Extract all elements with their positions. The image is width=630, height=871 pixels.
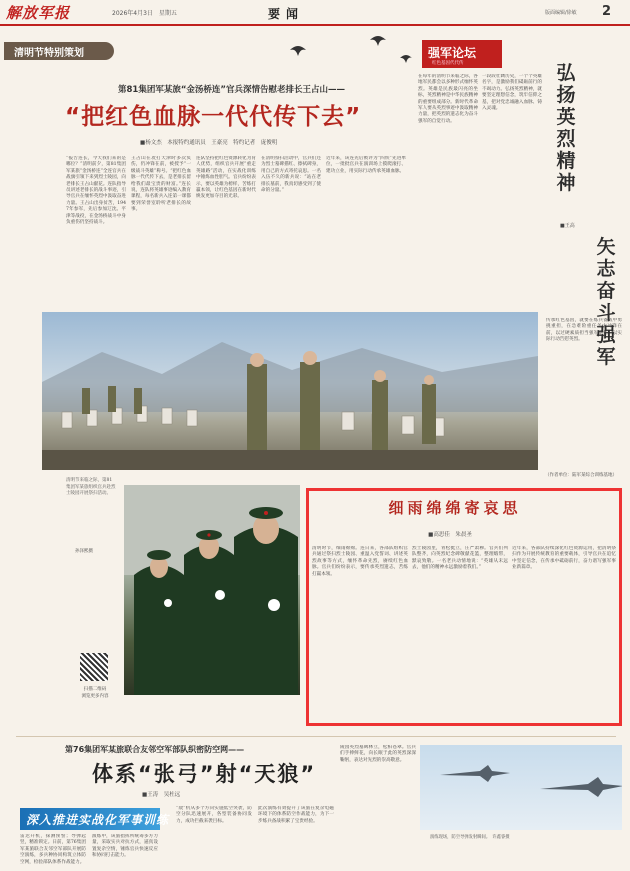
newspaper-logo: 解放军报 xyxy=(6,4,71,22)
article1-column-2: 王占山在攻打天津时多次负伤，仍冲锋在前，被授予“一级战斗英雄”称号。“把红色血脉一代代传下去，是老排长留给我们最宝贵的财富。”连长说，连队将英雄事迹编入教育课程，每名新兵入连第一课都要到荣誉室聆听老排长的故事。 xyxy=(131,156,191,213)
article2-column-2: 烈士陵园里，青松挺立，庄严肃穆。官兵们列队整齐，向英烈纪念碑敬献花篮，整理缎带，默哀致敬。一名老兵动情地说：“英雄从未远去，他们的精神永远激励着我们。” xyxy=(412,546,508,571)
qr-label-main: 扫描二维码 xyxy=(83,687,107,692)
article1-column-5: 近年来，该连先后被评为“四铁”先进单位，一批批官兵在演训场上摸爬滚打、建功立业，用实际行动传承英雄血脉。 xyxy=(326,156,406,174)
training-banner-text: 深入推进实战化军事训练 xyxy=(26,813,170,827)
article1-byline: ■杨文杰 本报特约通讯员 王豪亮 特约记者 庞俊明 xyxy=(140,140,278,146)
article3-byline: ■王涛 吴杜远 xyxy=(142,792,181,798)
issue-date: 2026年4月3日 星期五 xyxy=(112,10,177,17)
article1-column-3: 连队坚持把红色资源转化为育人优势，组织官兵开展“重走英雄路”活动，在实战化训练中锤炼血性胆气。官兵纷纷表示，要以英雄为榜样，苦练打赢本领，让红色基因在新时代焕发更加夺目的光彩。 xyxy=(196,156,256,200)
qr-label xyxy=(70,686,120,700)
article1-column-4: 在清明祭扫活动中，官兵们还为烈士墓碑描红、擦拭碑身，用自己的方式寄托哀思。一名入伍不久的新兵说：“站在老排长墓前，我真切感受到了使命的分量。” xyxy=(261,156,321,194)
column-author: ■王高 xyxy=(560,223,575,229)
section-title: 要闻 xyxy=(268,7,305,21)
special-feature-label: 清明节特别策划 xyxy=(14,48,84,59)
masthead xyxy=(0,0,630,26)
article1-kicker: 第81集团军某旅“金汤桥连”官兵深情告慰老排长王占山—— xyxy=(118,85,346,95)
article1-headline: “把红色血脉一代代传下去” xyxy=(65,104,362,130)
section-divider xyxy=(16,736,616,737)
article3-column-3: “敌”机从多个方向实施低空突袭，防空分队迅速展开，各型装备协同发力，成功拦截来袭目标。 xyxy=(176,806,252,824)
page-number: 2 xyxy=(602,4,612,19)
column-text-2: 一段段壮阔历史，一个个英雄名字，是激励我们砥砺前行的不竭动力。弘扬英烈精神，就要坚定理想信念，筑牢信仰之基，把对党忠诚融入血脉、铸入灵魂。 xyxy=(482,74,542,112)
soldiers-flowers-photo xyxy=(124,485,300,695)
column-text-1: 在每年的清明节来临之际，各地军民都会以多种形式缅怀英烈。英雄是民族最闪亮的坐标，英烈精神是中华民族精神的重要组成部分。新时代革命军人要从英烈事迹中汲取精神力量，把英烈的遗志化为奋斗强军的自觉行动。 xyxy=(418,74,478,124)
article2-title: 细雨绵绵寄哀思 xyxy=(388,499,522,517)
article3-column-4: 此次演练有效提升了该旅在复杂电磁环境下的体系防空作战能力，为下一步练兵备战积累了宝贵经验。 xyxy=(258,806,334,824)
article1-extra-column: 陵园英烈墓碑林立，松柏苍翠。官兵们手捧鲜花，向长眠于此的英烈深深鞠躬，表达对先烈的崇高敬意。 xyxy=(340,745,416,763)
article2-byline: ■高思佳 朱晨圣 xyxy=(428,532,472,538)
photo-credit: 孙泽熙摄 xyxy=(75,549,93,554)
forum-banner-subtitle: 红色基因代代传 xyxy=(432,61,464,66)
article3-column-2: 演练中，该旅指挥所统筹多方力量，采取实兵对抗方式，逼真设置复杂空情，锤炼官兵快速反应和协同打击能力。 xyxy=(92,834,158,859)
article2-column-3: 近年来，各部队持续深化红色资源运用，把清明祭扫作为开展传统教育的重要载体，引导官兵在追忆中坚定信念，在传承中砥砺前行，奋力谱写强军事业新篇章。 xyxy=(512,546,616,571)
column-vertical-title-left: 弘扬英烈精神 xyxy=(556,62,576,194)
column-text-3: 传承红色基因，就要在练兵备战中勇挑重担，在急难险重任务中冲锋在前，以过硬素质担当强军重任，以实际行动告慰英烈。 xyxy=(546,318,622,343)
photo-caption: 清明节来临之际，第81集团军某旅组织官兵赴烈士陵园开展祭扫活动。 xyxy=(66,478,116,497)
forum-banner-title: 强军论坛 xyxy=(428,46,477,60)
aircraft-photo xyxy=(420,745,622,830)
aircraft-caption: 演练现场，防空导弹发射瞬间。 许鑫睿摄 xyxy=(430,835,510,840)
article3-column-1: 雷达开机，探测预警；导弹起竖，精准锁定。日前，第76集团军某旅联合友邻空军部队开展防空演练，多兵种协同构筑立体防空网，检验部队体系作战能力。 xyxy=(20,834,86,865)
column-vertical-title-right: 矢志奋斗强军 xyxy=(596,236,616,368)
column-signature: （作者单位：陆军某综合训练基地） xyxy=(545,473,617,478)
cemetery-photo xyxy=(42,312,538,470)
article3-headline: 体系“张弓”射“天狼” xyxy=(92,762,317,786)
page-editor: 版面编辑/徐敏 xyxy=(545,10,577,16)
article3-kicker: 第76集团军某旅联合友邻空军部队织密防空网—— xyxy=(65,745,245,754)
swallow-decoration-icon xyxy=(280,30,420,70)
article2-column-1: 清明时节，细雨绵绵。连日来，各部队组织官兵通过祭扫烈士陵园、重温入党誓词、讲述英烈故事等方式，缅怀革命先烈，赓续红色血脉。官兵们纷纷表示，要传承英烈遗志，苦练打赢本领。 xyxy=(312,546,408,577)
qr-label-sub: 浏览更多内容 xyxy=(81,694,109,699)
article1-column-1: “报告连长，今天我们来的是哪位？”清明前夕，第81集团军某旅“金汤桥连”全连官兵在战旗引领下来到烈士陵园，向老排长王占山献花。连队指导员讲述老排长的战斗事迹，引导官兵在缅怀英烈中汲取奋进力量。王占山出身贫苦，1947年参军，先后参加辽沈、平津等战役，在金汤桥战斗中身负重伤仍坚持战斗。 xyxy=(66,156,126,226)
qr-code[interactable] xyxy=(80,653,108,681)
